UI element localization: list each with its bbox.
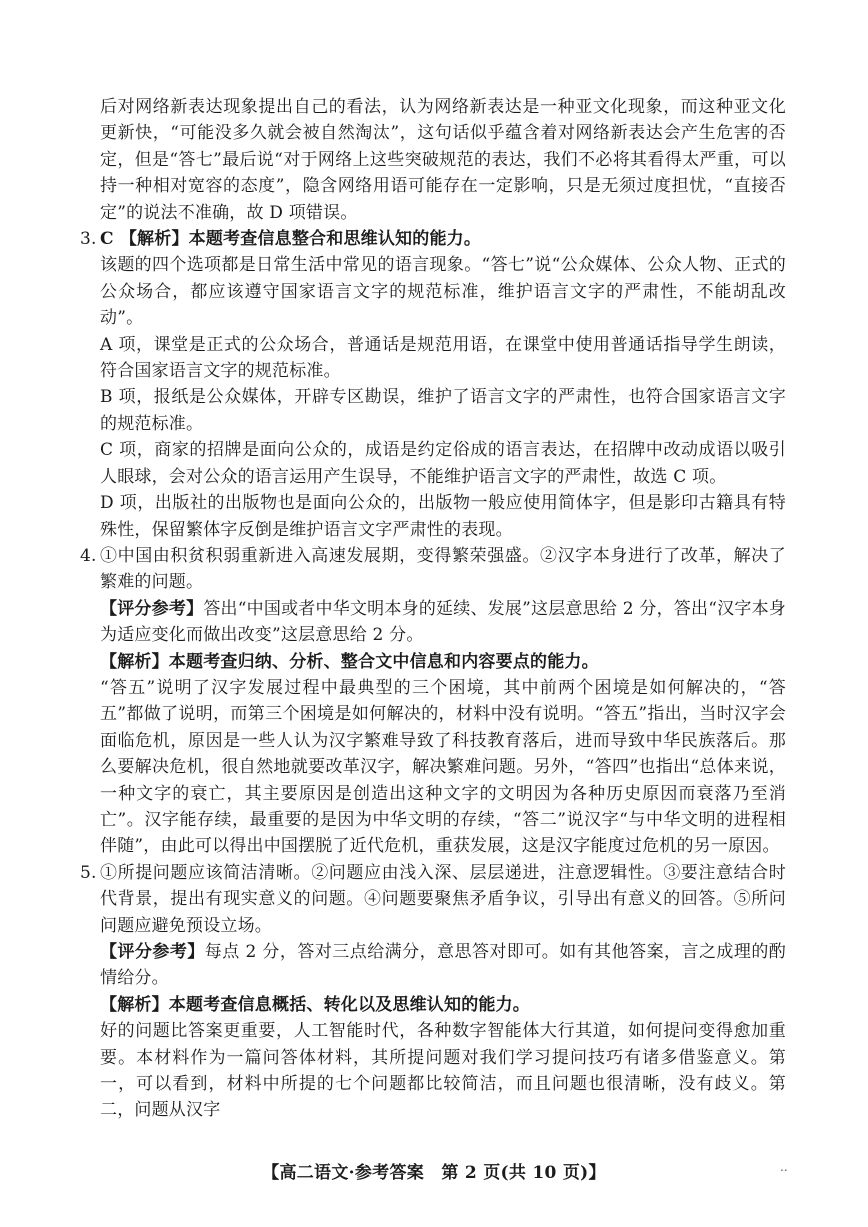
score-guide-label: 【评分参考】 (100, 598, 204, 619)
question-3-option-d: D 项，出版社的出版物也是面向公众的，出版物一般应使用简体字，但是影印古籍具有特殊性，保留繁体字反倒是维护语言文字严肃性的表现。 (100, 493, 786, 540)
paragraph-continuation: 后对网络新表达现象提出自己的看法，认为网络新表达是一种亚文化现象，而这种亚文化更新快，“可能没多久就会被自然淘汰”，这句话似乎蕴含着对网络新表达会产生危害的否定，但是“答七”最后说“对于网络上这些突破规范的表达，我们不必将其看得太严重，可以持一种相对宽容的态度”，隐含网络用语可能存在一定影响，只是无须过度担忧，“直接否定”的说法不准确，故 D 项错误。 (100, 97, 786, 223)
question-3-number: 3. (80, 229, 97, 250)
question-3-option-c: C 项，商家的招牌是面向公众的，成语是约定俗成的语言表达，在招牌中改动成语以吸引人眼球，会对公众的语言运用产生误导，不能维护语言文字的严肃性，故选 C 项。 (100, 440, 786, 487)
question-4-analysis: “答五”说明了汉字发展过程中最典型的三个困境，其中前两个困境是如何解决的，“答五”都做了说明，而第三个困境是如何解决的，材料中没有说明。“答五”指出，当时汉字会面临危机，原因是一些人认为汉字繁难导致了科技教育落后，进而导致中华民族落后。那么要解决危机，很自然地就要改革汉字，解决繁难问题。另外，“答四”也指出“总体来说，一种文字的衰亡，其主要原因是创造出这种文字的文明因为各种历史原因而衰落乃至消亡”。汉字能存续，最重要的是因为中华文明的存续，“答二”说汉字“与中华文明的进程相伴随”，由此可以得出中国摆脱了近代危机，重获发展，这是汉字能度过危机的另一原因。 (100, 677, 786, 857)
question-3-heading (100, 226, 786, 252)
question-5-answer: ①所提问题应该简洁清晰。②问题应由浅入深、层层递进，注意逻辑性。③要注意结合时代背景，提出有现实意义的问题。④问题要聚焦矛盾争议，引导出有意义的回答。⑤所问问题应避免预设立场。 (100, 862, 786, 936)
question-4-score-guide (100, 596, 786, 649)
score-guide-text: 每点 2 分，答对三点给满分，意思答对即可。如有其他答案，言之成理的酌情给分。 (100, 942, 786, 989)
question-5-analysis-label: 【解析】本题考查信息概括、转化以及思维认知的能力。 (100, 994, 530, 1015)
question-5 (80, 860, 786, 939)
page-body (80, 94, 786, 1124)
question-3-analysis-label: 【解析】本题考查信息整合和思维认知的能力。 (119, 229, 482, 250)
score-guide-text: 答出“中国或者中华文明本身的延续、发展”这层意思给 2 分，答出“汉字本身为适应变化而做出改变”这层意思给 2 分。 (100, 598, 786, 646)
question-5-analysis: 好的问题比答案更重要，人工智能时代，各种数字智能体大行其道，如何提问变得愈加重要。本材料作为一篇问答体材料，其所提问题对我们学习提问技巧有诸多借鉴意义。第一，可以看到，材料中所提的七个问题都比较简洁，而且问题也很清晰，没有歧义。第二，问题从汉字 (100, 1021, 786, 1121)
question-3-analysis: 该题的四个选项都是日常生活中常见的语言现象。“答七”说“公众媒体、公众人物、正式的公众场合，都应该遵守国家语言文字的规范标准，维护语言文字的严肃性，不能胡乱改动”。 (100, 255, 786, 329)
question-3-option-b: B 项，报纸是公众媒体，开辟专区勘误，维护了语言文字的严肃性，也符合国家语言文字的规范标准。 (100, 387, 786, 434)
question-4-analysis-label: 【解析】本题考查归纳、分析、整合文中信息和内容要点的能力。 (100, 651, 599, 672)
page-footer: 【高二语文·参考答案 第 2 页(共 10 页)】 (262, 1163, 606, 1183)
question-4-answer: ①中国由积贫积弱重新进入高速发展期，变得繁荣强盛。②汉字本身进行了改革，解决了繁难的问题。 (100, 545, 786, 593)
question-3-option-a: A 项，课堂是正式的公众场合，普通话是规范用语，在课堂中使用普通话指导学生朗读，符合国家语言文字的规范标准。 (100, 334, 786, 382)
question-4 (80, 543, 786, 596)
question-4-number: 4. (80, 545, 97, 566)
question-5-number: 5. (80, 862, 97, 883)
question-3 (80, 226, 786, 252)
question-3-answer: C (100, 229, 114, 250)
score-guide-label: 【评分参考】 (100, 942, 205, 962)
corner-mark: .. (780, 1160, 788, 1174)
question-5-score-guide (100, 939, 786, 992)
